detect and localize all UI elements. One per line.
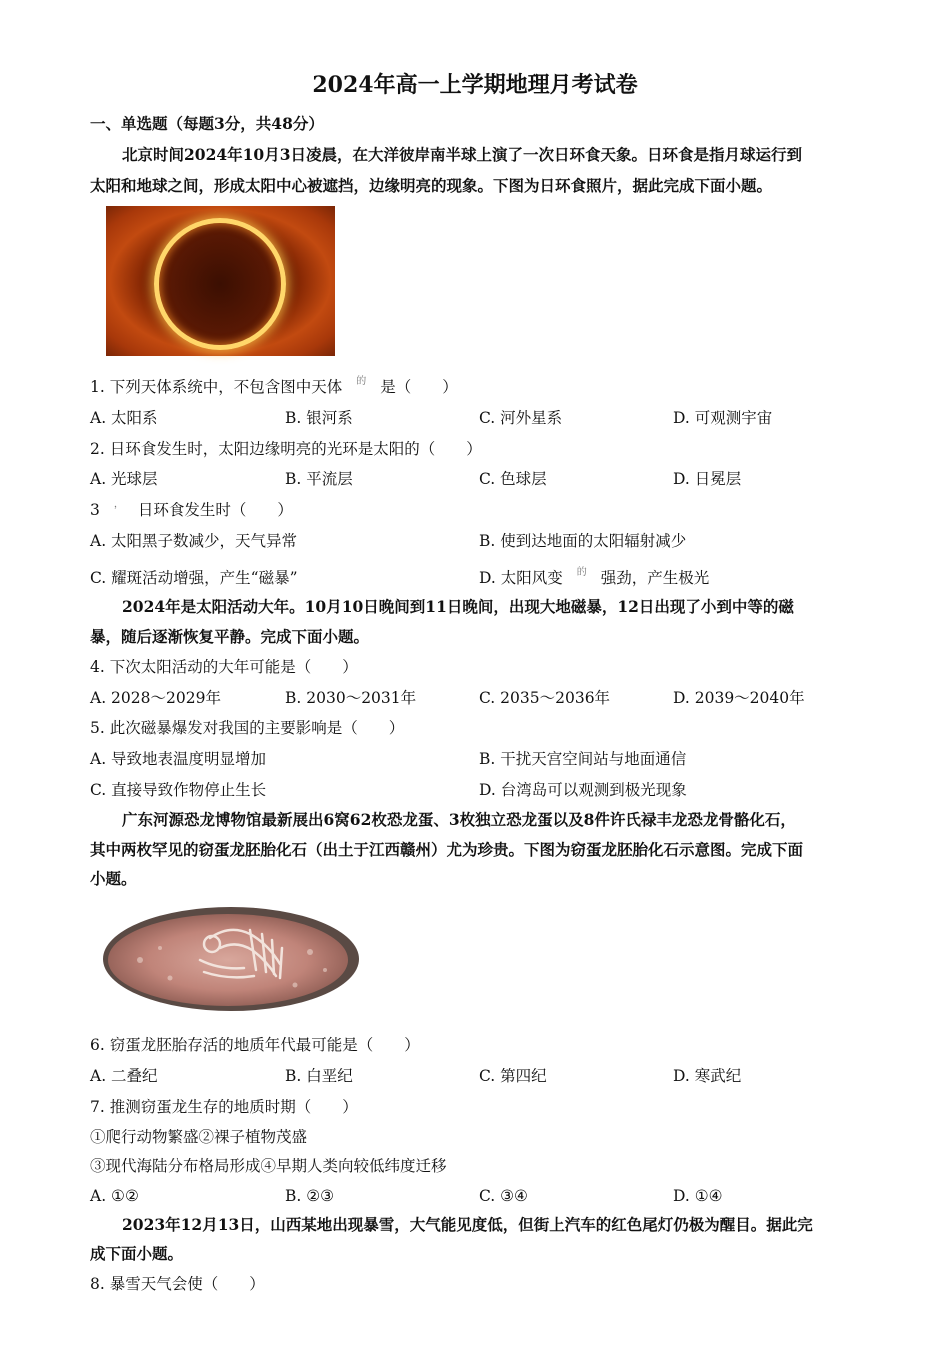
passage-3-line-2: 其中两枚罕见的窃蛋龙胚胎化石（出土于江西赣州）尤为珍贵。下图为窃蛋龙胚胎化石示意图。完成下面 bbox=[90, 840, 804, 859]
question-2-option-b[interactable]: B. 平流层 bbox=[285, 470, 353, 488]
question-8-stem: 8. 暴雪天气会使（ ） bbox=[90, 1275, 265, 1293]
passage-4-line-2: 成下面小题。 bbox=[90, 1244, 184, 1263]
eclipse-ring bbox=[154, 218, 286, 350]
question-3-option-b[interactable]: B. 使到达地面的太阳辐射减少 bbox=[479, 532, 687, 550]
section-heading: 一、单选题（每题3分，共48分） bbox=[90, 114, 324, 133]
question-5-option-d[interactable]: D. 台湾岛可以观测到极光现象 bbox=[479, 781, 687, 799]
passage-2-line-1: 2024年是太阳活动大年。10月10日晚间到11日晚间，出现大地磁暴，12日出现了小到中等的磁 bbox=[122, 597, 794, 616]
question-3-option-d[interactable] bbox=[479, 568, 709, 591]
question-6-option-a[interactable]: A. 二叠纪 bbox=[90, 1067, 158, 1085]
question-1-option-d[interactable]: D. 可观测宇宙 bbox=[673, 409, 773, 427]
question-5-option-a[interactable]: A. 导致地表温度明显增加 bbox=[90, 750, 267, 768]
question-1-stem-text: 1. 下列天体系统中，不包含图中天体 bbox=[90, 378, 343, 396]
oviraptor-embryo-fossil-photo bbox=[100, 900, 362, 1018]
question-6-option-c[interactable]: C. 第四纪 bbox=[479, 1067, 547, 1085]
question-4-option-d[interactable]: D. 2039～2040年 bbox=[673, 689, 805, 707]
passage-4-line-1: 2023年12月13日，山西某地出现暴雪，大气能见度低，但街上汽车的红色尾灯仍极为醒目。据此完 bbox=[122, 1215, 813, 1234]
question-1-option-a[interactable]: A. 太阳系 bbox=[90, 409, 158, 427]
passage-2-line-2: 暴，随后逐渐恢复平静。完成下面小题。 bbox=[90, 627, 370, 646]
question-5-option-c[interactable]: C. 直接导致作物停止生长 bbox=[90, 781, 267, 799]
question-3-option-d-end: 强劲，产生极光 bbox=[600, 569, 710, 587]
passage-3-line-1: 广东河源恐龙博物馆最新展出6窝62枚恐龙蛋、3枚独立恐龙蛋以及8件许氏禄丰龙恐龙骨骼化石， bbox=[122, 810, 796, 829]
question-3-number: 3 bbox=[90, 501, 100, 519]
question-1-glyph: 的 bbox=[356, 376, 367, 387]
passage-1-line-2: 太阳和地球之间，形成太阳中心被遮挡，边缘明亮的现象。下图为日环食照片，据此完成下面小题。 bbox=[90, 176, 773, 195]
question-7-option-a[interactable]: A. ①② bbox=[90, 1187, 139, 1205]
question-1-stem-end: 是（ ） bbox=[380, 378, 458, 396]
passage-3-line-3: 小题。 bbox=[90, 869, 137, 888]
question-2-option-d[interactable]: D. 日冕层 bbox=[673, 470, 742, 488]
question-4-stem: 4. 下次太阳活动的大年可能是（ ） bbox=[90, 658, 358, 676]
question-4-option-a[interactable]: A. 2028～2029年 bbox=[90, 689, 221, 707]
question-3-option-a[interactable]: A. 太阳黑子数减少，天气异常 bbox=[90, 532, 298, 550]
question-1-option-b[interactable]: B. 银河系 bbox=[285, 409, 353, 427]
question-7-option-c[interactable]: C. ③④ bbox=[479, 1187, 528, 1205]
page-title: 2024年高一上学期地理月考试卷 bbox=[312, 72, 638, 98]
question-7-option-d[interactable]: D. ①④ bbox=[673, 1187, 723, 1205]
passage-1-line-1: 北京时间2024年10月3日凌晨，在大洋彼岸南半球上演了一次日环食天象。日环食是指月球运行到 bbox=[122, 145, 802, 164]
question-6-option-d[interactable]: D. 寒武纪 bbox=[673, 1067, 742, 1085]
question-5-option-b[interactable]: B. 干扰天宫空间站与地面通信 bbox=[479, 750, 687, 768]
fossil-egg bbox=[108, 914, 348, 1006]
question-3-option-c[interactable]: C. 耀斑活动增强，产生“磁暴” bbox=[90, 569, 298, 587]
question-2-option-a[interactable]: A. 光球层 bbox=[90, 470, 158, 488]
question-1-option-c[interactable]: C. 河外星系 bbox=[479, 409, 563, 427]
question-7-items-1: ①爬行动物繁盛②裸子植物茂盛 bbox=[90, 1128, 308, 1146]
question-7-items-2: ③现代海陆分布格局形成④早期人类向较低纬度迁移 bbox=[90, 1157, 447, 1175]
question-3-glyph: ， bbox=[113, 499, 124, 510]
question-2-stem: 2. 日环食发生时，太阳边缘明亮的光环是太阳的（ ） bbox=[90, 440, 482, 458]
question-3-stem-text: 日环食发生时（ ） bbox=[137, 501, 293, 519]
question-7-stem: 7. 推测窃蛋龙生存的地质时期（ ） bbox=[90, 1098, 358, 1116]
question-5-stem: 5. 此次磁暴爆发对我国的主要影响是（ ） bbox=[90, 719, 405, 737]
question-2-option-c[interactable]: C. 色球层 bbox=[479, 470, 547, 488]
question-1-stem bbox=[90, 377, 458, 400]
annular-eclipse-photo bbox=[106, 206, 335, 356]
question-6-stem: 6. 窃蛋龙胚胎存活的地质年代最可能是（ ） bbox=[90, 1036, 420, 1054]
question-7-option-b[interactable]: B. ②③ bbox=[285, 1187, 335, 1205]
question-3-option-d-glyph: 的 bbox=[576, 567, 587, 578]
question-3-stem bbox=[90, 500, 293, 523]
question-3-option-d-text: D. 太阳风变 bbox=[479, 569, 563, 587]
question-6-option-b[interactable]: B. 白垩纪 bbox=[285, 1067, 353, 1085]
question-4-option-c[interactable]: C. 2035～2036年 bbox=[479, 689, 611, 707]
question-4-option-b[interactable]: B. 2030～2031年 bbox=[285, 689, 417, 707]
